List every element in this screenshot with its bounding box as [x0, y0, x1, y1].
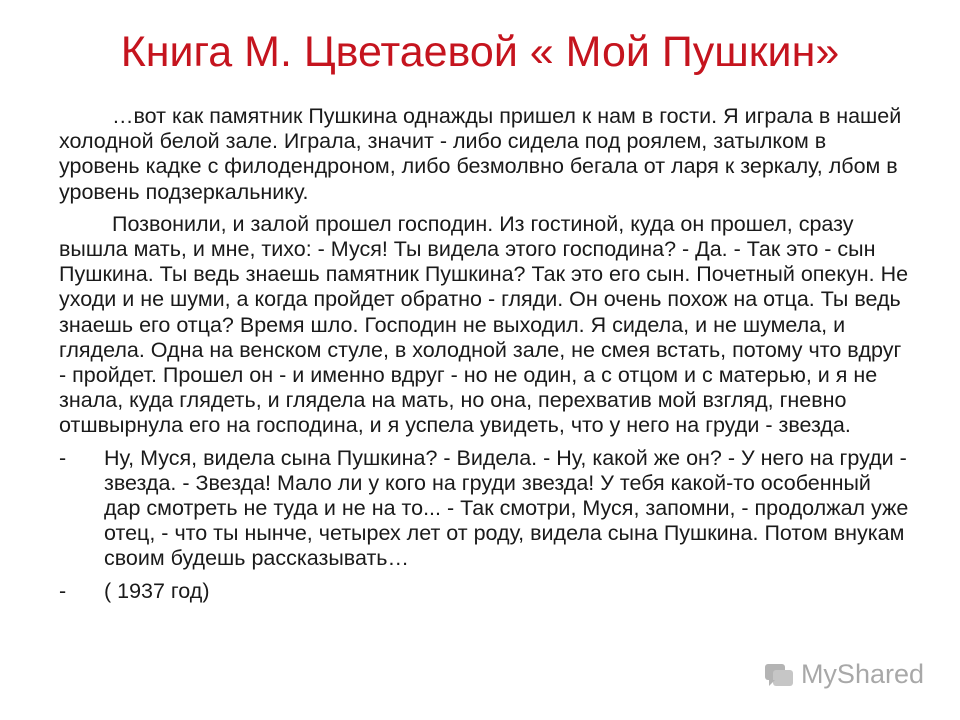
- dash-item-text: Ну, Муся, видела сына Пушкина? - Видела. - Ну, какой же он? - У него на груди - звезда. - Звезда! Мало ли у кого на груди звезда! У тебя какой-то особенный дар смотреть не туда и не на то... - Так смотри, Муся, запомни, - продолжал уже отец, - что ты нынче, четырех лет от роду, видела сына Пушкина. Потом внукам своим будешь рассказывать…: [104, 445, 909, 571]
- dash-marker: -: [59, 445, 67, 470]
- watermark-text: MyShared: [800, 659, 924, 689]
- paragraph-2: Позвонили, и залой прошел господин. Из гостиной, куда он прошел, сразу вышла мать, и мне, тихо: - Муся! Ты видела этого господина? - Да. - Так это - сын Пушкина. Ты ведь знаешь памятник Пушкина? Так это его сын. Почетный опекун. Не уходи и не шуми, а когда пройдет обратно - гляди. Он очень похож на отца. Ты ведь знаешь его отца? Время шло. Господин не выходил. Я сидела, и не шумела, и глядела. Одна на венском стуле, в холодной зале, не смея встать, потому что вдруг - пройдет. Прошел он - и именно вдруг - но не один, а с отцом и с матерью, и я не знала, куда глядеть, и глядела на мать, но она, перехватив мой взгляд, гневно отшвырнула его на господина, и я успела увидеть, что у него на груди - звезда.: [59, 211, 909, 438]
- dash-item-2: [59, 579, 909, 604]
- dash-marker: -: [59, 578, 67, 603]
- slide-title: Книга М. Цветаевой « Мой Пушкин»: [120, 28, 840, 76]
- watermark: [763, 659, 924, 690]
- paragraph-1: …вот как памятник Пушкина однажды пришел к нам в гости. Я играла в нашей холодной белой зале. Играла, значит - либо сидела под роялем, затылком в уровень кадке с филодендроном, либо безмолвно бегала от ларя к зеркалу, лбом в уровень подзеркальнику.: [59, 104, 902, 204]
- myshared-logo-icon: [763, 660, 795, 690]
- slide-body: [59, 104, 909, 611]
- dash-item-1: [59, 446, 909, 572]
- dash-item-text: ( 1937 год): [104, 578, 210, 603]
